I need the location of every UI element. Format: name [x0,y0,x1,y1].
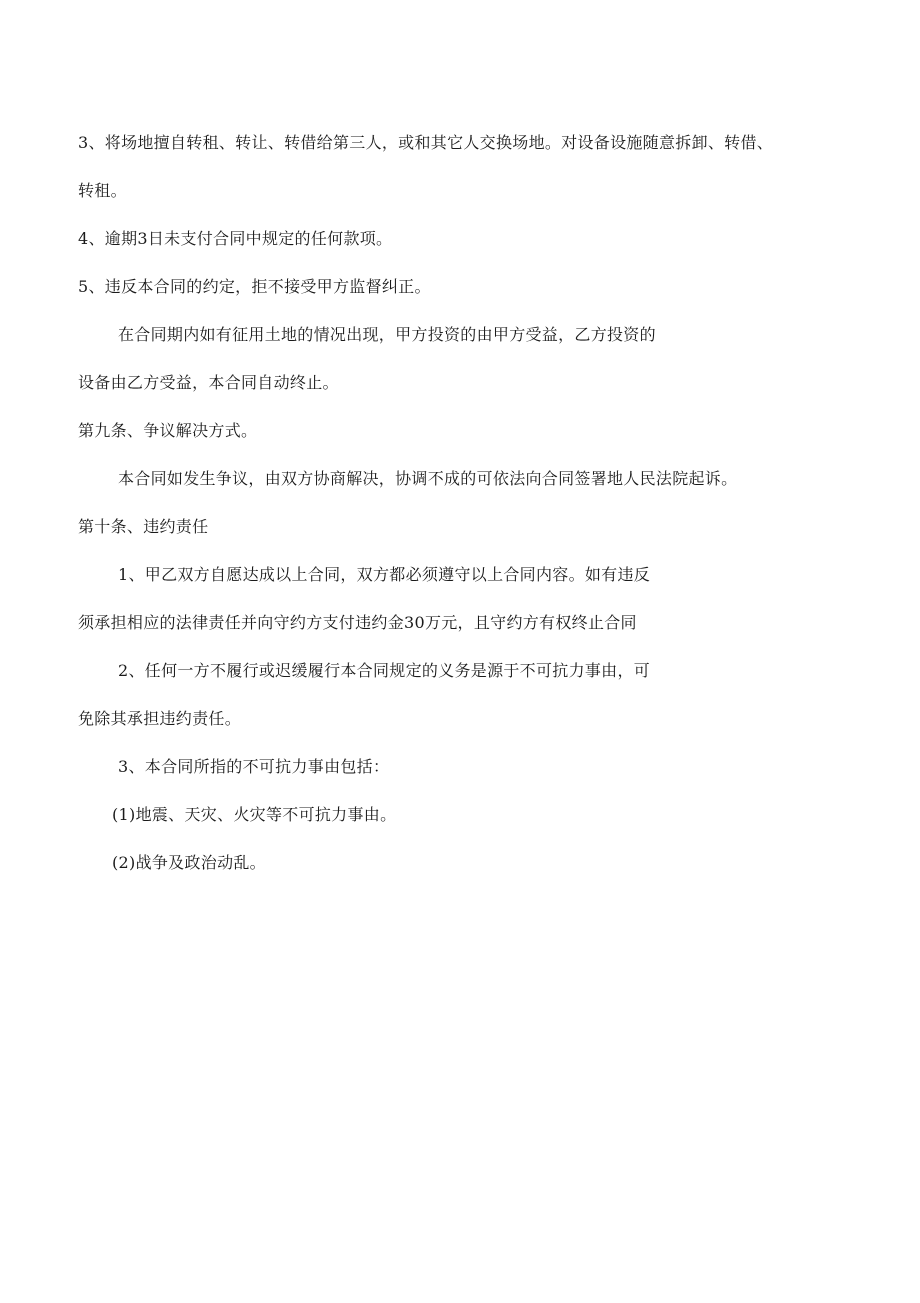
land-requisition-line-2: 设备由乙方受益，本合同自动终止。 [78,373,339,392]
article-10-item-2-line-2: 免除其承担违约责任。 [78,709,242,728]
clause-5: 5、违反本合同的约定，拒不接受甲方监督纠正。 [78,277,431,296]
clause-4: 4、逾期3日未支付合同中规定的任何款项。 [78,229,393,248]
article-10-item-3: 3、本合同所指的不可抗力事由包括： [118,757,390,776]
force-majeure-item-2: (2)战争及政治动乱。 [112,853,266,872]
article-10-item-1-line-1: 1、甲乙双方自愿达成以上合同，双方都必须遵守以上合同内容。如有违反 [118,565,651,584]
article-10-item-1-line-2: 须承担相应的法律责任并向守约方支付违约金30万元，且守约方有权终止合同 [78,613,637,632]
clause-3-line-2: 转租。 [78,181,127,200]
article-9-body: 本合同如发生争议，由双方协商解决，协调不成的可依法向合同签署地人民法院起诉。 [118,469,738,488]
article-10-item-2-line-1: 2、任何一方不履行或迟缓履行本合同规定的义务是源于不可抗力事由，可 [118,661,651,680]
land-requisition-line-1: 在合同期内如有征用土地的情况出现，甲方投资的由甲方受益，乙方投资的 [118,325,656,344]
article-10-heading: 第十条、违约责任 [78,517,209,536]
force-majeure-item-1: (1)地震、天灾、火灾等不可抗力事由。 [112,805,397,824]
clause-3-line-1: 3、将场地擅自转租、转让、转借给第三人，或和其它人交换场地。对设备设施随意拆卸、转借、 [78,133,774,152]
article-9-heading: 第九条、争议解决方式。 [78,421,258,440]
